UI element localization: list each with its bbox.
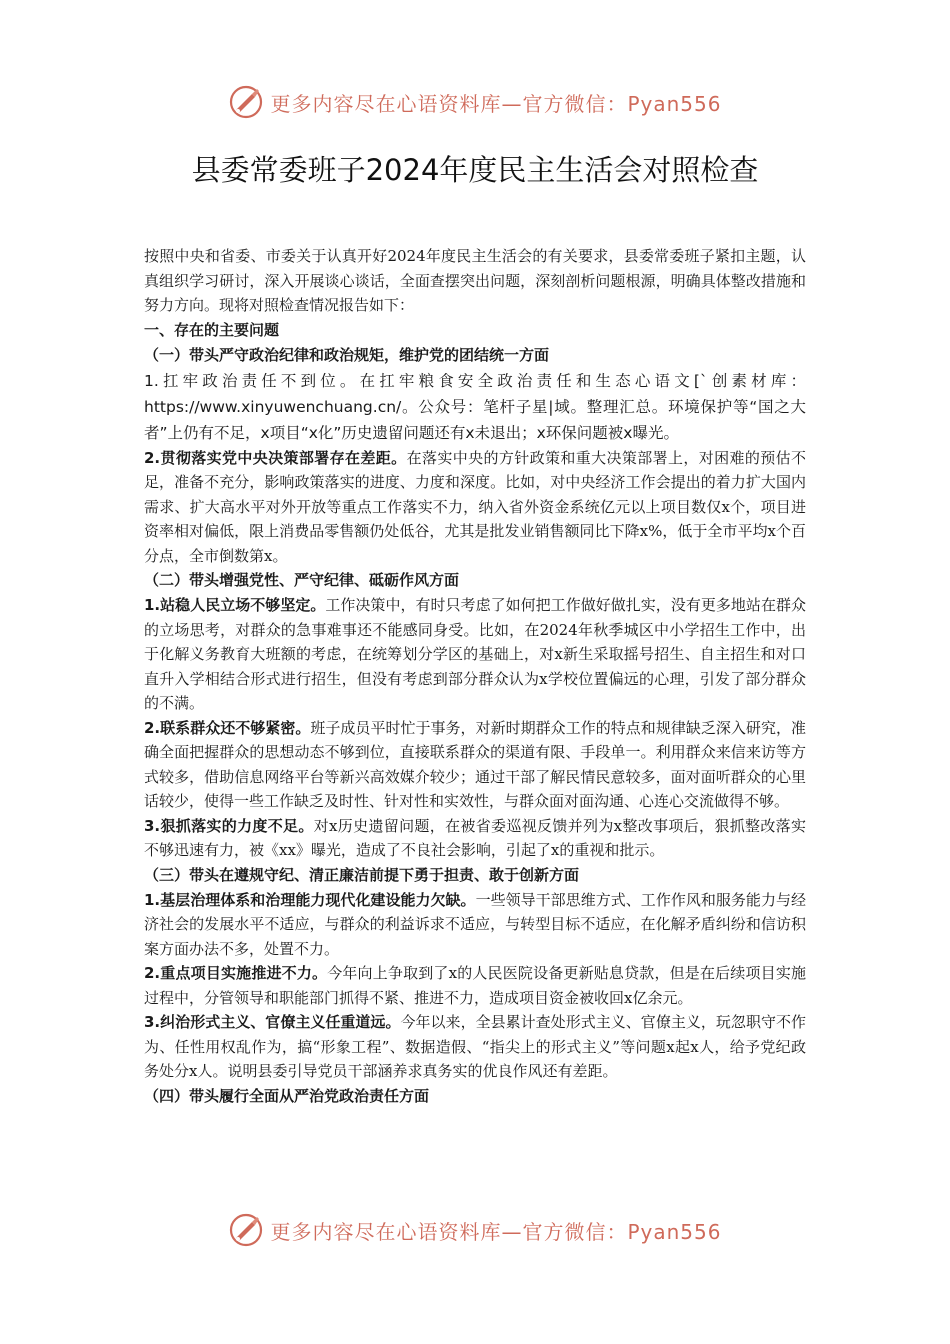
item-lead: 3.纠治形式主义、官僚主义任重道远。 [144,1013,401,1031]
item-lead: 1.基层治理体系和治理能力现代化建设能力欠缺。 [144,890,476,909]
document-body [144,244,806,1109]
item-text: 班子成员平时忙于事务，对新时期群众工作的特点和规律缺乏深入研究，准确全面把握群众的思想动态不够到位，直接联系群众的渠道有限、手段单一。利用群众来信来访等方式较多，借助信息网络平台等新兴高效媒介较少；通过干部了解民情民意较多，面对面听群众的心里话较少，使得一些工作缺乏及时性、针对性和实效性，与群众面对面沟通、心连心交流做得不够。 [144,718,806,810]
header-banner [0,82,950,122]
footer-banner [0,1210,950,1250]
item-text: 对x历史遗留问题，在被省委巡视反馈并列为x整改事项后，狠抓整改落实不够迅速有力，被《xx》曝光，造成了不良社会影响，引起了x的重视和批示。 [144,816,806,859]
item-paragraph [144,446,806,569]
group-heading: （一）带头严守政治纪律和政治规矩，维护党的团结统一方面 [144,345,550,364]
pen-logo-icon [228,1212,264,1248]
pen-logo-icon [228,84,264,120]
item-lead: 3.狠抓落实的力度不足。 [144,816,314,835]
page-title: 县委常委班子2024年度民主生活会对照检查 [191,153,759,187]
item-text: 1.扛牢政治责任不到位。在扛牢粮食安全政治责任和生态心语文[`创素材库：https://www.xinyuwenchuang.cn/。公众号：笔杆子星|域。整理汇总。环境保护等“国之大者”上仍有不足，x项目“x化”历史遗留问题还有x未退出；x环保问题被x曝光。 [144,371,806,442]
item-text: 今年以来，全县累计查处形式主义、官僚主义，玩忽职守不作为、任性用权乱作为，搞“形象工程”、数据造假、“指尖上的形式主义”等问题x起x人，给予党纪政务处分x人。说明县委引导党员干部涵养求真务实的优良作风还有差距。 [144,1013,806,1080]
item-text: 一些领导干部思维方式、工作作风和服务能力与经济社会的发展水平不适应，与群众的利益诉求不适应，与转型目标不适应，在化解矛盾纠纷和信访积案方面办法不多，处置不力。 [144,890,806,958]
item-paragraph [144,593,806,716]
banner-text: 更多内容尽在心语资料库—官方微信：Pyan556 [270,1219,722,1244]
item-paragraph [144,716,806,814]
group-heading: （四）带头履行全面从严治党政治责任方面 [144,1086,430,1105]
item-lead: 2.重点项目实施推进不力。 [144,964,328,982]
intro-paragraph: 按照中央和省委、市委关于认真开好2024年度民主生活会的有关要求，县委常委班子紧扣主题，认真组织学习研讨，深入开展谈心谈话，全面查摆突出问题，深刻剖析问题根源，明确具体整改措施和努力方向。现将对照检查情况报告如下： [144,247,806,314]
item-text: 工作决策中，有时只考虑了如何把工作做好做扎实，没有更多地站在群众的立场思考，对群众的急事难事还不能感同身受。比如，在2024年秋季城区中小学招生工作中，出于化解义务教育大班额的考虑，在统筹划分学区的基础上，对x新生采取摇号招生、自主招生和对口直升入学相结合形式进行招生，但没有考虑到部分群众认为x学校位置偏远的心理，引发了部分群众的不满。 [144,596,806,712]
item-paragraph [144,1010,806,1084]
item-paragraph [144,961,806,1010]
item-paragraph [144,888,806,962]
banner-text: 更多内容尽在心语资料库—官方微信：Pyan556 [270,91,722,116]
item-lead: 2.联系群众还不够紧密。 [144,718,311,737]
section-heading: 一、存在的主要问题 [144,320,280,339]
group-heading: （二）带头增强党性、严守纪律、砥砺作风方面 [144,571,460,589]
item-text: 在落实中央的方针政策和重大决策部署上，对困难的预估不足，准备不充分，影响政策落实的进度、力度和深度。比如，对中央经济工作会提出的着力扩大国内需求、扩大高水平对外开放等重点工作落实不力，纳入省外资金系统亿元以上项目数仅x个，项目进资率相对偏低，限上消费品零售额仍处低谷，尤其是批发业销售额同比下降x%，低于全市平均x个百分点，全市倒数第x。 [144,448,806,565]
item-paragraph [144,814,806,863]
item-paragraph [144,368,806,446]
item-text: 今年向上争取到了x的人民医院设备更新贴息贷款，但是在后续项目实施过程中，分管领导和职能部门抓得不紧、推进不力，造成项目资金被收回x亿余元。 [144,964,806,1007]
item-lead: 1.站稳人民立场不够坚定。 [144,596,326,614]
group-heading: （三）带头在遵规守纪、清正廉洁前提下勇于担责、敢于创新方面 [144,865,580,884]
item-lead: 2.贯彻落实党中央决策部署存在差距。 [144,448,407,467]
